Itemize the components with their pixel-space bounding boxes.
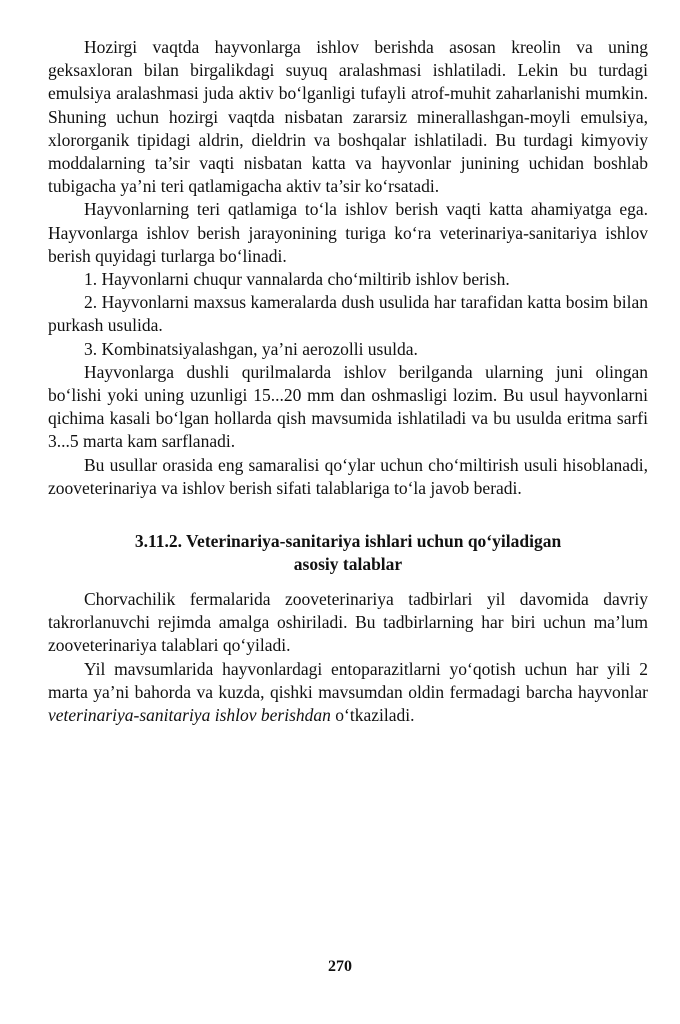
section-heading-line2: asosiy talablar [293,554,403,575]
section-heading [48,530,648,576]
paragraph-farm-measures: Chorvachilik fermalarida zooveterinariya tadbirlari yil davomida davriy takrorlanuvchi rejimda amalga oshiriladi. Bu tadbirlarning har biri uchun ma’lum zooveterinariya talablari qo‘yiladi. [48,589,648,656]
list-item-aerosol: 3. Kombinatsiyalashgan, ya’ni aerozolli usulda. [84,338,418,359]
seasonal-text-italic: veterinariya-sanitariya ishlov berishdan [48,705,331,726]
paragraph-seasonal-treatment [48,658,648,728]
paragraph-treatment-types: Hayvonlarning teri qatlamiga to‘la ishlov berish vaqti katta ahamiyatga ega. Hayvonlarga ishlov berish jarayonining turiga ko‘ra veterinariya-sanitariya ishlov berish quyidagi turlarga bo‘linadi. [48,199,648,266]
list-item-shower-chamber: 2. Hayvonlarni maxsus kameralarda dush usulida har tarafidan katta bosim bilan purkash usulida. [48,292,648,336]
section-heading-line1: 3.11.2. Veterinariya-sanitariya ishlari uchun qo‘yiladigan [134,531,562,552]
page-number: 270 [328,958,352,975]
paragraph-most-effective: Bu usullar orasida eng samaralisi qo‘ylar uchun cho‘miltirish usuli hisoblanadi, zooveterinariya va ishlov berish sifati talablariga to‘la javob beradi. [48,454,648,498]
seasonal-text-start: Yil mavsumlarida hayvonlardagi entoparazitlarni yo‘qotish uchun har yili 2 marta ya’ni bahorda va kuzda, qishki mavsumdan oldin fermadagi barcha hayvonlar [48,658,648,702]
seasonal-text-end: o‘tkaziladi. [330,705,415,726]
paragraph-shower-usage: Hayvonlarga dushli qurilmalarda ishlov berilganda ularning juni olingan bo‘lishi yoki uning uzunligi 15...20 mm dan oshmasligi lozim. Bu usul hayvonlarni qichima kasali bo‘lgan hollarda qish mavsumida ishlatiladi va bu usulda eritma sarfi 3...5 marta kam sarflanadi. [48,361,648,452]
paragraph-kreolin: Hozirgi vaqtda hayvonlarga ishlov berishda asosan kreolin va uning geksaxloran bilan birgalikdagi suyuq aralashmasi ishlatiladi. Lekin bu turdagi emulsiya aralashmasi juda aktiv bo‘lganligi tufayli atrof-muhit zaharlanishi mumkin. Shuning uchun hozirgi vaqtda nisbatan zararsiz minerallashgan-moyli emulsiya, xlororganik tipidagi aldrin, dieldrin va boshqalar ishlatiladi. Bu turdagi kimyoviy moddalarning ta’sir vaqti nisbatan katta va hayvonlar junining uchidan boshlab tubigacha ya’ni teri qatlamigacha aktiv ta’sir ko‘rsatadi. [48,37,648,197]
list-item-deep-bath: 1. Hayvonlarni chuqur vannalarda cho‘miltirib ishlov berish. [84,269,510,290]
page-text [48,36,648,727]
